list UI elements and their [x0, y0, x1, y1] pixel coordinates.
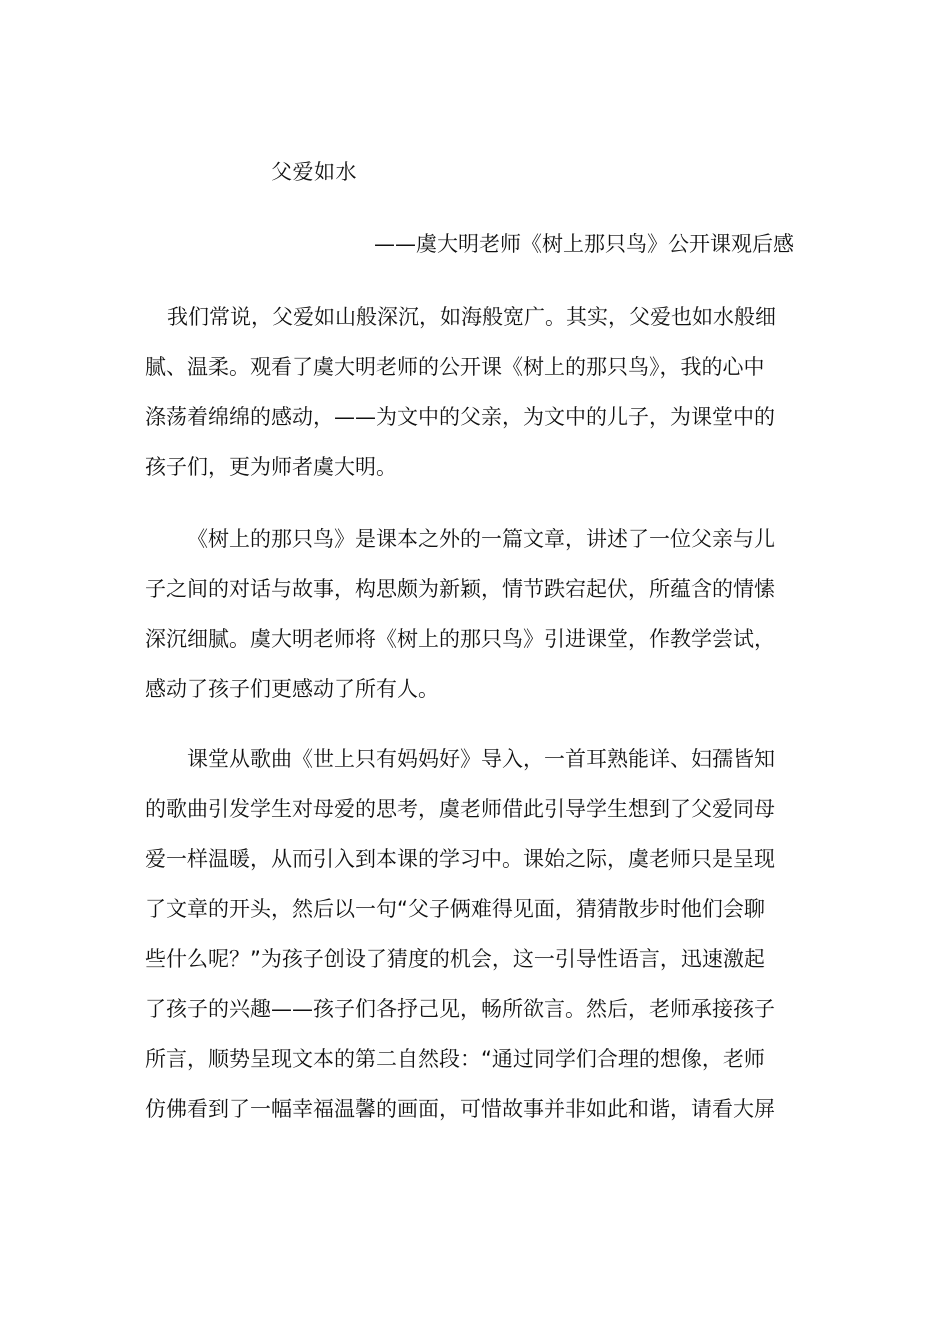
paragraph-1-line-4: 孩子们，更为师者虞大明。 — [145, 455, 397, 479]
document-title: 父爱如水 — [271, 160, 357, 184]
paragraph-3-line-4: 了文章的开头，然后以一句“父子俩难得见面，猜猜散步时他们会聊 — [145, 897, 765, 921]
paragraph-1-line-3: 涤荡着绵绵的感动，——为文中的父亲，为文中的儿子，为课堂中的 — [145, 405, 775, 429]
paragraph-2-line-1: 《树上的那只鸟》是课本之外的一篇文章，讲述了一位父亲与儿 — [187, 527, 775, 551]
paragraph-3-line-6: 了孩子的兴趣——孩子们各抒己见，畅所欲言。然后，老师承接孩子 — [145, 997, 775, 1021]
paragraph-3-line-1: 课堂从歌曲《世上只有妈妈好》导入，一首耳熟能详、妇孺皆知 — [187, 747, 775, 771]
paragraph-3-line-3: 爱一样温暖，从而引入到本课的学习中。课始之际，虞老师只是呈现 — [145, 847, 775, 871]
paragraph-1-line-1: 我们常说，父爱如山般深沉，如海般宽广。其实，父爱也如水般细 — [167, 305, 776, 329]
paragraph-1-line-2: 腻、温柔。观看了虞大明老师的公开课《树上的那只鸟》，我的心中 — [145, 355, 765, 379]
paragraph-3-line-7: 所言，顺势呈现文本的第二自然段：“通过同学们合理的想像，老师 — [145, 1047, 765, 1071]
document-subtitle: ——虞大明老师《树上那只鸟》公开课观后感 — [374, 232, 794, 256]
paragraph-3-line-2: 的歌曲引发学生对母爱的思考，虞老师借此引导学生想到了父爱同母 — [145, 797, 775, 821]
paragraph-2-line-4: 感动了孩子们更感动了所有人。 — [145, 677, 439, 701]
paragraph-3-line-8: 仿佛看到了一幅幸福温馨的画面，可惜故事并非如此和谐，请看大屏 — [145, 1097, 775, 1121]
paragraph-2-line-3: 深沉细腻。虞大明老师将《树上的那只鸟》引进课堂，作教学尝试， — [145, 627, 775, 651]
paragraph-2-line-2: 子之间的对话与故事，构思颇为新颖，情节跌宕起伏，所蕴含的情愫 — [145, 577, 775, 601]
paragraph-3-line-5: 些什么呢？”为孩子创设了猜度的机会，这一引导性语言，迅速激起 — [145, 947, 765, 971]
